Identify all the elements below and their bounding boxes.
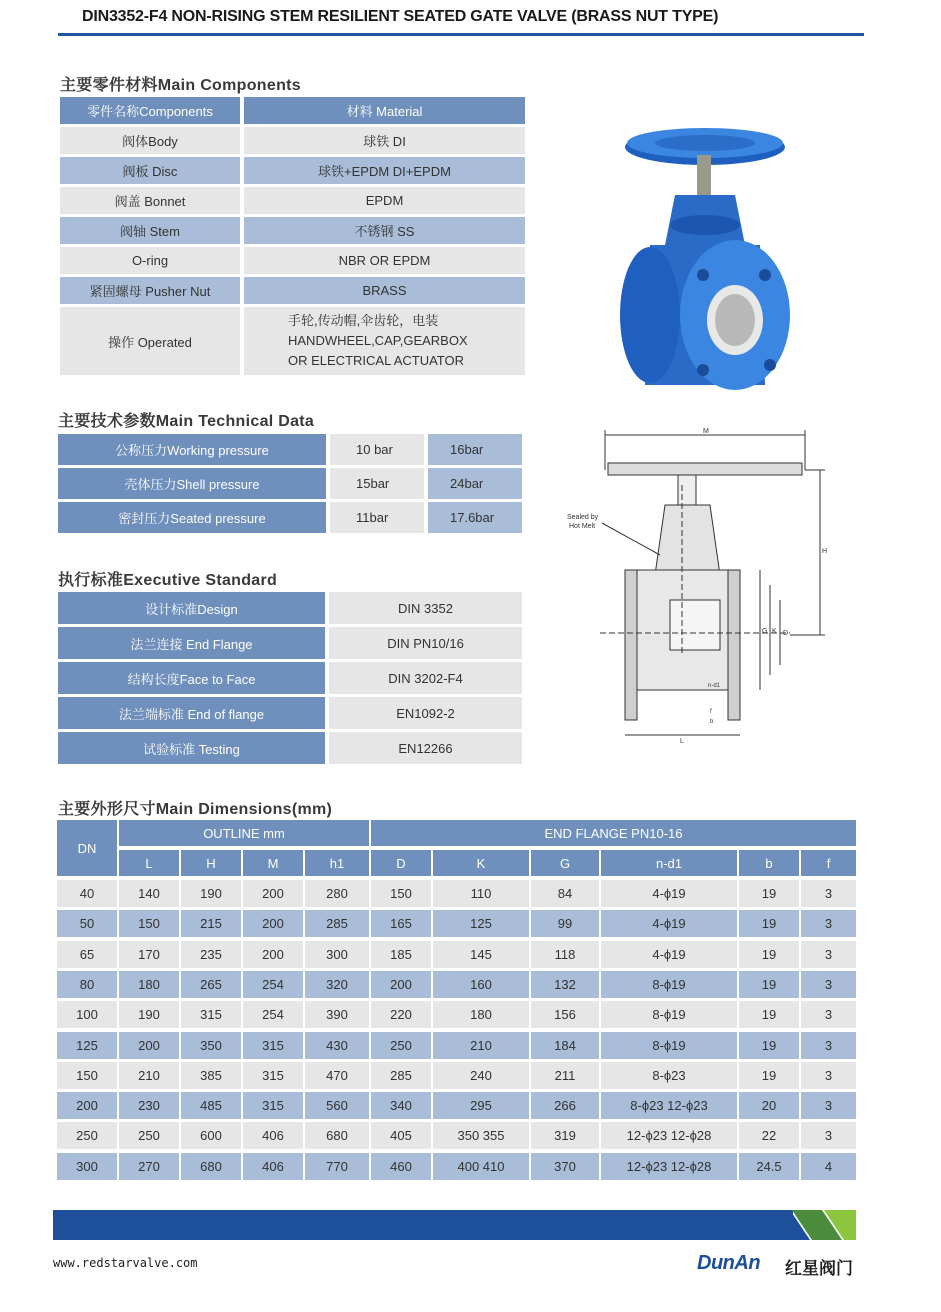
dim-cell: 190 (119, 1001, 179, 1028)
td-row-16: 24bar (428, 468, 522, 499)
mc-row-component: 阀轴 Stem (60, 217, 240, 244)
dim-cell: 8-ϕ23 12-ϕ23 (601, 1092, 737, 1119)
mc-row-material: EPDM (244, 187, 525, 214)
dim-cell: 184 (531, 1032, 599, 1059)
dim-cell: 210 (433, 1032, 529, 1059)
dim-cell: 220 (371, 1001, 431, 1028)
dim-row-dn: 100 (57, 1001, 117, 1028)
dim-cell: 3 (801, 880, 856, 907)
dim-cell: 118 (531, 941, 599, 968)
dim-cell: 84 (531, 880, 599, 907)
mc-operated-value (244, 307, 525, 375)
dim-cell: 230 (119, 1092, 179, 1119)
dim-cell: 350 355 (433, 1122, 529, 1149)
dim-cell: 340 (371, 1092, 431, 1119)
std-row-label: 法兰连接 End Flange (58, 627, 325, 659)
dim-cell: 200 (243, 880, 303, 907)
dim-row-dn: 125 (57, 1032, 117, 1059)
std-row-value: DIN PN10/16 (329, 627, 522, 659)
dim-cell: 4 (801, 1153, 856, 1180)
dim-row-dn: 80 (57, 971, 117, 998)
dim-col-header: G (531, 850, 599, 876)
sealed-note-2: Hot Melt (569, 523, 596, 530)
dim-cell: 390 (305, 1001, 369, 1028)
mc-row-component: 阀体Body (60, 127, 240, 154)
footer-bar (53, 1210, 793, 1240)
mc-operated-line: HANDWHEEL,CAP,GEARBOX (288, 333, 468, 348)
dim-cell: 211 (531, 1062, 599, 1089)
dim-cell: 19 (739, 1062, 799, 1089)
dim-cell: 8-ϕ23 (601, 1062, 737, 1089)
dim-cell: 215 (181, 910, 241, 937)
dim-cell: 132 (531, 971, 599, 998)
label-l: L (680, 738, 684, 745)
dim-cell: 200 (243, 941, 303, 968)
dim-cell: 240 (433, 1062, 529, 1089)
std-row-label: 设计标准Design (58, 592, 325, 624)
std-row-value: EN1092-2 (329, 697, 522, 729)
sealed-note-1: Sealed by (567, 514, 599, 521)
dim-flange-header: END FLANGE PN10-16 (371, 820, 856, 846)
dim-cell: 265 (181, 971, 241, 998)
dim-cell: 250 (371, 1032, 431, 1059)
td-row-16: 17.6bar (428, 502, 522, 533)
dim-cell: 156 (531, 1001, 599, 1028)
mc-header-components: 零件名称Components (60, 97, 240, 124)
dimensions-heading: 主要外形尺寸Main Dimensions(mm) (58, 801, 333, 818)
dim-cell: 315 (243, 1032, 303, 1059)
dim-cell: 165 (371, 910, 431, 937)
td-row-label: 壳体压力Shell pressure (58, 468, 326, 499)
dim-cell: 19 (739, 1032, 799, 1059)
dim-cell: 110 (433, 880, 529, 907)
dim-cell: 770 (305, 1153, 369, 1180)
dim-cell: 235 (181, 941, 241, 968)
dim-cell: 3 (801, 1032, 856, 1059)
dim-row-dn: 150 (57, 1062, 117, 1089)
dim-cell: 145 (433, 941, 529, 968)
dim-col-header: M (243, 850, 303, 876)
dim-row-dn: 250 (57, 1122, 117, 1149)
dim-cell: 250 (119, 1122, 179, 1149)
footer-url[interactable]: www.redstarvalve.com (53, 1256, 198, 1270)
mc-row-component: 紧固螺母 Pusher Nut (60, 277, 240, 304)
dim-cell: 270 (119, 1153, 179, 1180)
dim-cell: 200 (119, 1032, 179, 1059)
dim-cell: 680 (305, 1122, 369, 1149)
dim-col-header: b (739, 850, 799, 876)
td-row-10: 11bar (330, 502, 424, 533)
dim-cell: 280 (305, 880, 369, 907)
dim-cell: 8-ϕ19 (601, 971, 737, 998)
dim-cell: 20 (739, 1092, 799, 1119)
dim-col-header: n-d1 (601, 850, 737, 876)
dim-cell: 185 (371, 941, 431, 968)
standard-heading: 执行标准Executive Standard (58, 572, 278, 589)
dim-cell: 385 (181, 1062, 241, 1089)
page-title: DIN3352-F4 NON-RISING STEM RESILIENT SEATED GATE VALVE (BRASS NUT TYPE) (82, 8, 719, 25)
dim-col-header: D (371, 850, 431, 876)
td-row-10: 10 bar (330, 434, 424, 465)
dim-cell: 560 (305, 1092, 369, 1119)
dim-cell: 320 (305, 971, 369, 998)
dim-cell: 140 (119, 880, 179, 907)
label-b: b (710, 719, 714, 725)
dim-outline-header: OUTLINE mm (119, 820, 369, 846)
td-row-label: 密封压力Seated pressure (58, 502, 326, 533)
dim-cell: 180 (119, 971, 179, 998)
label-f: f (710, 709, 712, 715)
label-d: D (783, 630, 789, 637)
dim-cell: 200 (243, 910, 303, 937)
dim-cell: 200 (371, 971, 431, 998)
label-h: H (822, 548, 828, 555)
mc-row-material: 球铁+EPDM DI+EPDM (244, 157, 525, 184)
dim-cell: 485 (181, 1092, 241, 1119)
mc-header-material: 材料 Material (244, 97, 525, 124)
dim-cell: 315 (243, 1062, 303, 1089)
dim-cell: 150 (371, 880, 431, 907)
td-row-10: 15bar (330, 468, 424, 499)
mc-operated-line: OR ELECTRICAL ACTUATOR (288, 353, 465, 368)
dim-cell: 19 (739, 941, 799, 968)
td-row-label: 公称压力Working pressure (58, 434, 326, 465)
dim-cell: 19 (739, 1001, 799, 1028)
dim-cell: 3 (801, 1092, 856, 1119)
dim-cell: 3 (801, 1062, 856, 1089)
dim-cell: 22 (739, 1122, 799, 1149)
dim-row-dn: 50 (57, 910, 117, 937)
dim-cell: 190 (181, 880, 241, 907)
dim-col-header: H (181, 850, 241, 876)
dim-cell: 285 (305, 910, 369, 937)
std-row-value: DIN 3202-F4 (329, 662, 522, 694)
dim-cell: 406 (243, 1153, 303, 1180)
dim-cell: 180 (433, 1001, 529, 1028)
dim-cell: 460 (371, 1153, 431, 1180)
dim-cell: 12-ϕ23 12-ϕ28 (601, 1153, 737, 1180)
dim-cell: 170 (119, 941, 179, 968)
dim-cell: 125 (433, 910, 529, 937)
dim-cell: 19 (739, 971, 799, 998)
dim-col-header: L (119, 850, 179, 876)
dim-cell: 4-ϕ19 (601, 941, 737, 968)
dim-cell: 406 (243, 1122, 303, 1149)
dim-cell: 254 (243, 971, 303, 998)
dim-cell: 600 (181, 1122, 241, 1149)
dim-cell: 160 (433, 971, 529, 998)
dim-cell: 24.5 (739, 1153, 799, 1180)
std-row-label: 法兰端标准 End of flange (58, 697, 325, 729)
dim-cell: 370 (531, 1153, 599, 1180)
dim-row-dn: 65 (57, 941, 117, 968)
valve-photo (615, 125, 795, 405)
valve-section-drawing (560, 425, 835, 745)
dim-cell: 430 (305, 1032, 369, 1059)
dim-col-header: f (801, 850, 856, 876)
label-g: G (762, 628, 768, 635)
dim-cell: 295 (433, 1092, 529, 1119)
mc-row-material: 不锈钢 SS (244, 217, 525, 244)
dim-cell: 315 (181, 1001, 241, 1028)
main-components-heading: 主要零件材料Main Components (60, 77, 301, 94)
dim-cell: 350 (181, 1032, 241, 1059)
dim-col-header: K (433, 850, 529, 876)
std-row-value: DIN 3352 (329, 592, 522, 624)
label-k: K (772, 628, 777, 635)
dim-cell: 4-ϕ19 (601, 880, 737, 907)
mc-row-material: BRASS (244, 277, 525, 304)
dim-cell: 254 (243, 1001, 303, 1028)
dim-cell: 8-ϕ19 (601, 1001, 737, 1028)
dim-cell: 3 (801, 941, 856, 968)
mc-operated-label: 操作 Operated (60, 307, 240, 375)
mc-row-material: 球铁 DI (244, 127, 525, 154)
dim-cell: 3 (801, 1001, 856, 1028)
label-nd1: n-d1 (708, 683, 721, 689)
dim-cell: 285 (371, 1062, 431, 1089)
title-rule (58, 33, 864, 36)
dim-cell: 319 (531, 1122, 599, 1149)
mc-row-material: NBR OR EPDM (244, 247, 525, 274)
dim-cell: 4-ϕ19 (601, 910, 737, 937)
dim-cell: 8-ϕ19 (601, 1032, 737, 1059)
dim-row-dn: 200 (57, 1092, 117, 1119)
brand-logo: DunAn (697, 1252, 761, 1274)
label-m: M (703, 428, 709, 435)
dim-cell: 3 (801, 910, 856, 937)
dim-cell: 12-ϕ23 12-ϕ28 (601, 1122, 737, 1149)
mc-row-component: 阀板 Disc (60, 157, 240, 184)
mc-row-component: 阀盖 Bonnet (60, 187, 240, 214)
dim-col-header: h1 (305, 850, 369, 876)
dim-cell: 3 (801, 1122, 856, 1149)
dim-cell: 150 (119, 910, 179, 937)
std-row-label: 结构长度Face to Face (58, 662, 325, 694)
dim-cell: 315 (243, 1092, 303, 1119)
dim-cell: 266 (531, 1092, 599, 1119)
dim-cell: 99 (531, 910, 599, 937)
footer-stripes (770, 1210, 860, 1240)
dim-cell: 400 410 (433, 1153, 529, 1180)
dim-row-dn: 40 (57, 880, 117, 907)
technical-heading: 主要技术参数Main Technical Data (58, 413, 315, 430)
dim-cell: 470 (305, 1062, 369, 1089)
dim-cell: 19 (739, 910, 799, 937)
std-row-label: 试验标准 Testing (58, 732, 325, 764)
dim-dn-header: DN (57, 820, 117, 876)
brand-cn: 红星阀门 (785, 1259, 853, 1278)
dim-cell: 3 (801, 971, 856, 998)
mc-operated-line: 手轮,传动帽,伞齿轮，电装 (288, 313, 439, 328)
dim-cell: 405 (371, 1122, 431, 1149)
mc-row-component: O-ring (60, 247, 240, 274)
dim-row-dn: 300 (57, 1153, 117, 1180)
dim-cell: 300 (305, 941, 369, 968)
td-row-16: 16bar (428, 434, 522, 465)
dim-cell: 210 (119, 1062, 179, 1089)
dim-cell: 680 (181, 1153, 241, 1180)
dim-cell: 19 (739, 880, 799, 907)
std-row-value: EN12266 (329, 732, 522, 764)
